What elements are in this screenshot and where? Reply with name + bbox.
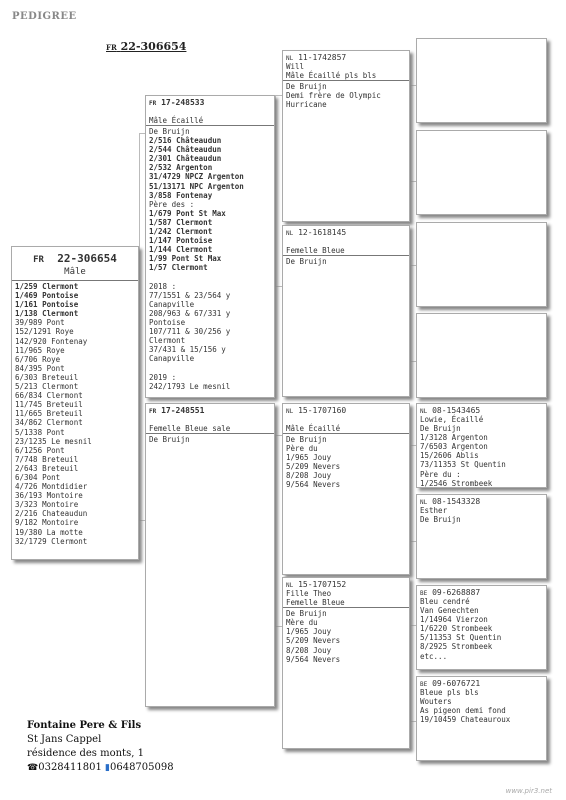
ds-dam-ring-country: NL bbox=[420, 499, 428, 506]
breeder-info bbox=[27, 719, 174, 775]
result-line: 1/6220 Strombeek bbox=[420, 624, 493, 634]
dam-ring-country: FR bbox=[149, 408, 157, 415]
result-line: Père du : bbox=[420, 469, 461, 479]
result-line: 5/213 Clermont bbox=[15, 382, 79, 392]
result-line: Demi frère de Olympic bbox=[286, 91, 381, 101]
sire-sire-card[interactable] bbox=[282, 50, 410, 222]
dd-dam-ring-number: 09-6076721 bbox=[432, 679, 481, 688]
result-line: 11/665 Breteuil bbox=[15, 409, 83, 419]
ds-dam-ring bbox=[417, 495, 546, 506]
result-line: Van Genechten bbox=[420, 606, 479, 616]
result-line: 142/920 Fontenay bbox=[15, 336, 88, 346]
result-line bbox=[149, 273, 271, 282]
sire-dam-card[interactable] bbox=[282, 225, 410, 397]
result-line: 39/989 Pont bbox=[15, 318, 65, 328]
result-line: 1/679 Pont St Max bbox=[149, 208, 226, 218]
sire-ring-country: FR bbox=[149, 100, 157, 107]
result-line: Mère du bbox=[286, 618, 318, 628]
top-ring-number bbox=[106, 40, 186, 53]
dam-ring-number: 17-248551 bbox=[161, 406, 205, 415]
result-line: 77/1551 & 23/564 y bbox=[149, 290, 231, 300]
result-line: 7/748 Breteuil bbox=[15, 454, 79, 464]
dam-sire-ring-country: NL bbox=[286, 408, 294, 415]
result-line: Esther bbox=[420, 506, 448, 515]
result-line: 9/564 Nevers bbox=[286, 480, 341, 490]
dam-sire-results bbox=[283, 435, 409, 490]
result-line: 37/431 & 15/156 y bbox=[149, 345, 226, 355]
sire-dam-results bbox=[283, 257, 409, 266]
result-line: 2/516 Châteaudun bbox=[149, 136, 222, 146]
result-line: 6/304 Pont bbox=[15, 472, 61, 482]
ss-sire-card-empty[interactable] bbox=[416, 38, 547, 123]
dd-dam-ring bbox=[417, 677, 546, 688]
sire-card[interactable] bbox=[145, 95, 275, 398]
result-line: Lowie, Écaillé bbox=[420, 415, 484, 424]
sire-sex: Mâle Écaillé bbox=[146, 116, 274, 126]
result-line: 2/544 Châteaudun bbox=[149, 145, 222, 155]
result-line: 1/2546 Strombeek bbox=[420, 478, 493, 488]
result-line: 6/706 Roye bbox=[15, 354, 61, 364]
result-line: 242/1793 Le mesnil bbox=[149, 381, 231, 391]
dam-sire-ring-number: 15-1707160 bbox=[298, 406, 347, 415]
subject-ring-number: 22-306654 bbox=[57, 252, 117, 265]
sire-dam-ring-number: 12-1618145 bbox=[298, 228, 347, 237]
result-line: 9/564 Nevers bbox=[286, 654, 341, 664]
result-line: 1/57 Clermont bbox=[149, 263, 208, 273]
result-line: 32/1729 Clermont bbox=[15, 536, 88, 546]
dam-dam-sex: Femelle Bleue bbox=[283, 598, 409, 608]
sire-results bbox=[146, 127, 274, 391]
result-line: 11/965 Roye bbox=[15, 345, 65, 355]
result-line: De Bruijn bbox=[420, 424, 461, 434]
top-ring-value: 22-306654 bbox=[120, 40, 187, 53]
result-line: 6/303 Breteuil bbox=[15, 372, 79, 382]
result-line: 5/1338 Pont bbox=[15, 427, 65, 437]
sd-sire-card-empty[interactable] bbox=[416, 222, 547, 307]
result-line: 3/323 Montoire bbox=[15, 500, 79, 510]
result-line: 31/4729 NPCZ Argenton bbox=[149, 172, 244, 182]
dam-dam-ring-number: 15-1707152 bbox=[298, 580, 347, 589]
result-line: 1/965 Jouy bbox=[286, 627, 332, 637]
result-line: 1/144 Clermont bbox=[149, 245, 213, 255]
breeder-phones bbox=[27, 761, 174, 775]
ds-sire-ring-number: 08-1543465 bbox=[432, 406, 481, 415]
result-line: 2019 : bbox=[149, 372, 177, 382]
ds-sire-ring-country: NL bbox=[420, 408, 428, 415]
result-line: 8/2925 Strombeek bbox=[420, 642, 493, 652]
subject-ring bbox=[12, 247, 138, 265]
result-line: Père du bbox=[286, 444, 318, 454]
result-line: 34/862 Clermont bbox=[15, 418, 83, 428]
result-line: Hurricane bbox=[286, 100, 327, 110]
result-line: De Bruijn bbox=[286, 435, 327, 444]
result-line: 2018 : bbox=[149, 281, 177, 291]
result-line: 1/161 Pontoise bbox=[15, 300, 79, 310]
result-line: Wouters bbox=[420, 697, 452, 707]
result-line: 1/147 Pontoise bbox=[149, 236, 213, 246]
result-line: 6/1256 Pont bbox=[15, 445, 65, 455]
result-line: Canapville bbox=[149, 354, 195, 364]
result-line: 2/216 Chateaudun bbox=[15, 509, 88, 519]
result-line: 23/1235 Le mesnil bbox=[15, 436, 92, 446]
result-line: 4/726 Montdidier bbox=[15, 482, 88, 492]
result-line: Père des : bbox=[149, 199, 195, 209]
result-line: 51/13171 NPC Argenton bbox=[149, 181, 244, 191]
phone-icon: ☎ bbox=[27, 763, 39, 773]
dd-sire-card[interactable] bbox=[416, 585, 547, 670]
result-line: 2/643 Breteuil bbox=[15, 463, 79, 473]
breeder-address-2: résidence des monts, 1 bbox=[27, 748, 144, 759]
sire-sire-ring bbox=[283, 51, 409, 62]
result-line: 1/99 Pont St Max bbox=[149, 254, 222, 264]
result-line: 208/963 & 67/331 y bbox=[149, 308, 231, 318]
result-line: 11/745 Breteuil bbox=[15, 400, 83, 410]
result-line: 3/858 Fontenay bbox=[149, 190, 213, 200]
result-line: 7/6503 Argenton bbox=[420, 442, 488, 452]
breeder-name: Fontaine Pere & Fils bbox=[27, 720, 142, 731]
result-line: De Bruijn bbox=[286, 82, 327, 92]
result-line: 5/209 Nevers bbox=[286, 636, 341, 646]
result-line: 1/587 Clermont bbox=[149, 217, 213, 227]
sire-dam-ring bbox=[283, 226, 409, 237]
sire-sire-name: Will bbox=[286, 62, 305, 71]
result-line: De Bruijn bbox=[149, 127, 190, 136]
phone-number-2[interactable]: 0648705098 bbox=[109, 762, 174, 773]
result-line: De Bruijn bbox=[286, 257, 327, 266]
ds-sire-card[interactable] bbox=[416, 403, 547, 488]
dd-dam-card[interactable] bbox=[416, 676, 547, 761]
dam-sire-sex: Mâle Écaillé bbox=[283, 424, 409, 434]
result-line: 84/395 Pont bbox=[15, 363, 65, 373]
sire-sire-ring-country: NL bbox=[286, 55, 294, 62]
subject-ring-country: FR bbox=[33, 255, 44, 265]
dam-sire-ring bbox=[283, 404, 409, 415]
subject-results bbox=[12, 282, 138, 546]
ds-sire-results bbox=[417, 415, 546, 488]
sd-dam-card-empty[interactable] bbox=[416, 313, 547, 398]
result-line: 2/301 Châteaudun bbox=[149, 154, 222, 164]
result-line: 1/469 Pontoise bbox=[15, 291, 79, 301]
dam-sire-card[interactable] bbox=[282, 403, 410, 575]
result-line: 8/208 Jouy bbox=[286, 471, 332, 481]
watermark: www.pir3.net bbox=[505, 787, 552, 795]
result-line bbox=[149, 363, 271, 372]
phone-number-1[interactable]: 0328411801 bbox=[38, 762, 102, 773]
result-line: De Bruijn bbox=[149, 435, 190, 444]
dam-dam-card[interactable] bbox=[282, 577, 410, 749]
breeder-address-1: St Jans Cappel bbox=[27, 734, 102, 745]
result-line: 1/138 Clermont bbox=[15, 309, 79, 319]
dd-sire-ring-country: BE bbox=[420, 590, 428, 597]
result-line: Canapville bbox=[149, 299, 195, 309]
ds-dam-card[interactable] bbox=[416, 494, 547, 579]
top-ring-country: FR bbox=[106, 43, 117, 52]
result-line: 1/242 Clermont bbox=[149, 227, 213, 237]
sire-sire-ring-number: 11-1742857 bbox=[298, 53, 347, 62]
result-line: 152/1291 Roye bbox=[15, 327, 74, 337]
sire-ring-number: 17-248533 bbox=[161, 98, 205, 107]
dam-dam-results bbox=[283, 609, 409, 664]
ds-dam-ring-number: 08-1543328 bbox=[432, 497, 481, 506]
result-line: As pigeon demi fond bbox=[420, 706, 506, 716]
dd-sire-ring-number: 09-6268887 bbox=[432, 588, 481, 597]
result-line: 5/11353 St Quentin bbox=[420, 633, 502, 643]
sire-ring bbox=[146, 96, 274, 107]
sire-sire-results bbox=[283, 82, 409, 109]
ds-dam-results bbox=[417, 506, 546, 524]
sire-dam-ring-country: NL bbox=[286, 230, 294, 237]
dam-results bbox=[146, 435, 274, 444]
ss-dam-card-empty[interactable] bbox=[416, 130, 547, 215]
subject-card[interactable] bbox=[11, 246, 139, 560]
result-line: 19/10459 Chateauroux bbox=[420, 715, 511, 725]
result-line: Pontoise bbox=[149, 317, 186, 327]
dd-sire-results bbox=[417, 597, 546, 661]
result-line: 8/208 Jouy bbox=[286, 645, 332, 655]
result-line: De Bruijn bbox=[420, 515, 461, 525]
result-line: 107/711 & 30/256 y bbox=[149, 327, 231, 337]
result-line: 1/3128 Argenton bbox=[420, 433, 488, 443]
dam-card[interactable] bbox=[145, 403, 275, 707]
dd-sire-ring bbox=[417, 586, 546, 597]
result-line: 36/193 Montoire bbox=[15, 491, 83, 501]
dam-ring bbox=[146, 404, 274, 415]
result-line: Bleu cendré bbox=[420, 597, 470, 606]
result-line: 9/182 Montoire bbox=[15, 518, 79, 528]
dam-sex: Femelle Bleue sale bbox=[146, 424, 274, 434]
mobile-icon: ▮ bbox=[105, 763, 110, 773]
result-line: Clermont bbox=[149, 336, 186, 346]
result-line: 5/209 Nevers bbox=[286, 462, 341, 472]
ds-sire-ring bbox=[417, 404, 546, 415]
result-line: De Bruijn bbox=[286, 609, 327, 619]
result-line: 19/380 La motte bbox=[15, 527, 83, 537]
dd-dam-ring-country: BE bbox=[420, 681, 428, 688]
result-line: 1/259 Clermont bbox=[15, 282, 79, 291]
page-title: PEDIGREE bbox=[12, 11, 77, 22]
result-line: 1/965 Jouy bbox=[286, 453, 332, 463]
result-line: 2/532 Argenton bbox=[149, 163, 213, 173]
result-line: 66/834 Clermont bbox=[15, 391, 83, 401]
result-line: Bleue pls bls bbox=[420, 688, 479, 697]
dam-dam-ring bbox=[283, 578, 409, 589]
sire-sire-sex: Mâle Écaillé pls bls bbox=[283, 71, 409, 81]
result-line: 15/2606 Ablis bbox=[420, 451, 479, 461]
sire-dam-sex: Femelle Bleue bbox=[283, 246, 409, 256]
subject-sex: Mâle bbox=[12, 265, 138, 281]
result-line: etc... bbox=[420, 651, 448, 661]
dd-dam-results bbox=[417, 688, 546, 724]
result-line: 1/14964 Vierzon bbox=[420, 615, 488, 625]
dam-dam-ring-country: NL bbox=[286, 582, 294, 589]
dam-dam-name: Fille Theo bbox=[286, 589, 332, 598]
result-line: 73/11353 St Quentin bbox=[420, 460, 506, 470]
